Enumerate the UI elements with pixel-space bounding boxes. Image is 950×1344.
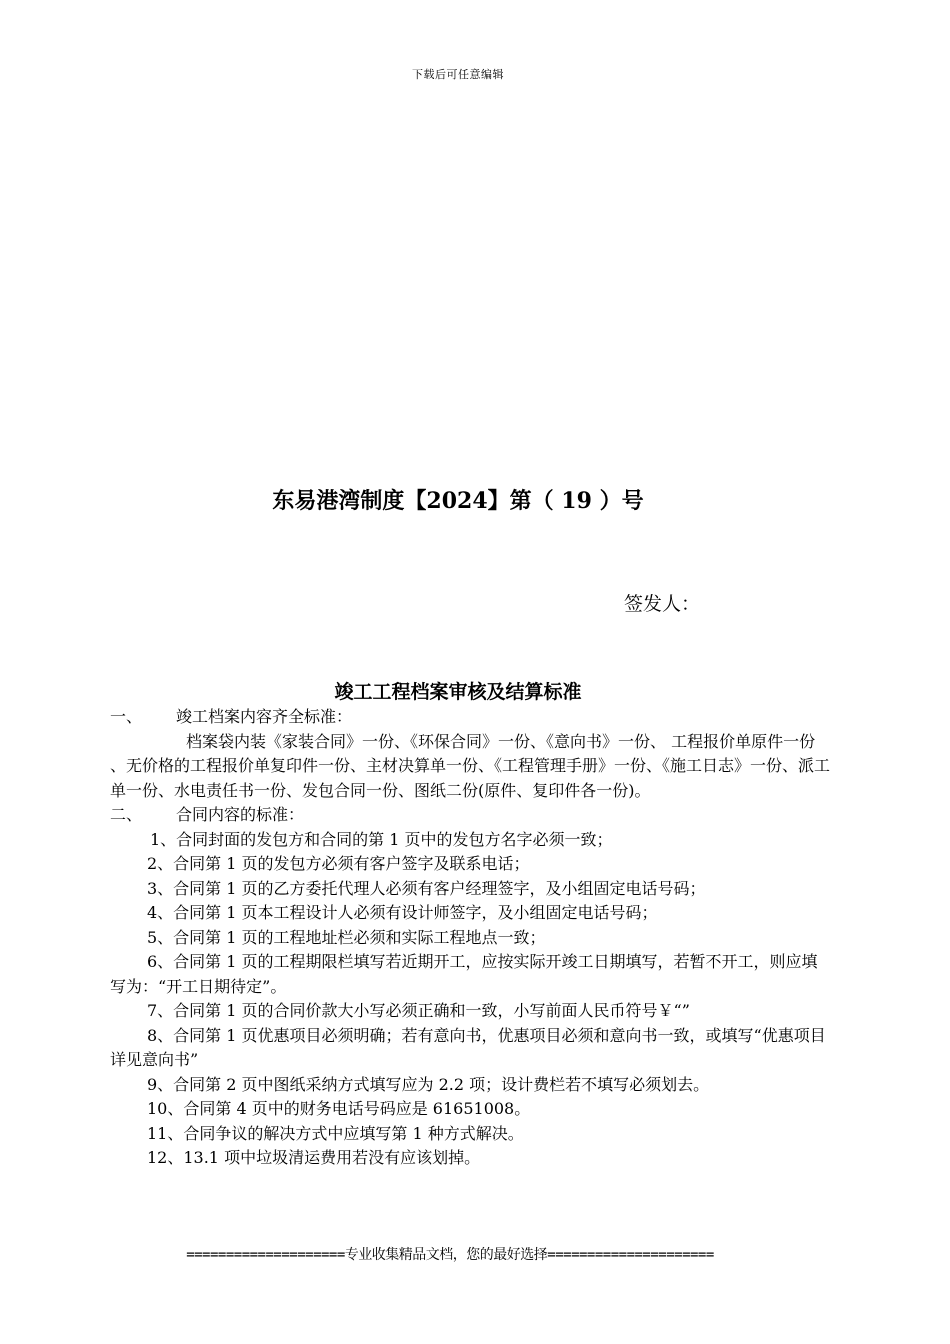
section-2-title: 合同内容的标准： — [176, 805, 305, 824]
section-2-heading — [110, 803, 830, 828]
footer-note: ====================专业收集精品文档，您的最好选择===================== — [186, 1247, 714, 1263]
issuer-label: 签发人： — [624, 593, 701, 615]
document-body — [110, 705, 830, 1171]
list-item: 12、13.1 项中垃圾清运费用若没有应该划掉。 — [147, 1148, 481, 1167]
list-item: 7、合同第 1 页的合同价款大小写必须正确和一致，小写前面人民币符号￥“” — [147, 1001, 690, 1020]
section-2-number: 二、 — [110, 805, 143, 824]
section-1-title: 竣工档案内容齐全标准： — [176, 707, 353, 726]
list-item: 2、合同第 1 页的发包方必须有客户签字及联系电话； — [147, 854, 530, 873]
list-item: 4、合同第 1 页本工程设计人必须有设计师签字，及小组固定电话号码； — [147, 903, 658, 922]
list-item: 9、合同第 2 页中图纸采纳方式填写应为 2.2 项；设计费栏若不填写必须划去。 — [147, 1074, 710, 1094]
list-item: 6、合同第 1 页的工程期限栏填写若近期开工，应按实际开竣工日期填写，若暂不开工，则应填写为：“开工日期待定”。 — [110, 952, 818, 996]
list-item: 10、合同第 4 页中的财务电话号码应是 61651008。 — [147, 1099, 531, 1118]
list-item: 8、合同第 1 页优惠项目必须明确；若有意向书，优惠项目必须和意向书一致，或填写“优惠项目详见意向书” — [110, 1025, 826, 1069]
document-number: 东易港湾制度【2024】第（ 19 ）号 — [272, 488, 644, 514]
section-1-text: 档案袋内装《家装合同》一份、《环保合同》一份、《意向书》一份、 工程报价单原件一份 、无价格的工程报价单复印件一份、主材决算单一份、《工程管理手册》一份、《施工日志》一份、派工单一份、水电责任书一份、发包合同一份、图纸二份(原件、复印件各一份)。 — [110, 731, 831, 800]
section-1-number: 一、 — [110, 707, 143, 726]
list-item: 5、合同第 1 页的工程地址栏必须和实际工程地点一致； — [147, 927, 546, 947]
header-note: 下载后可任意编辑 — [412, 68, 504, 81]
list-item: 11、合同争议的解决方式中应填写第 1 种方式解决。 — [147, 1123, 524, 1143]
list-item: 1、合同封面的发包方和合同的第 1 页中的发包方名字必须一致； — [150, 829, 613, 849]
list-item: 3、合同第 1 页的乙方委托代理人必须有客户经理签字，及小组固定电话号码； — [147, 878, 706, 898]
document-title: 竣工工程档案审核及结算标准 — [334, 681, 582, 703]
section-1-heading — [110, 705, 830, 730]
